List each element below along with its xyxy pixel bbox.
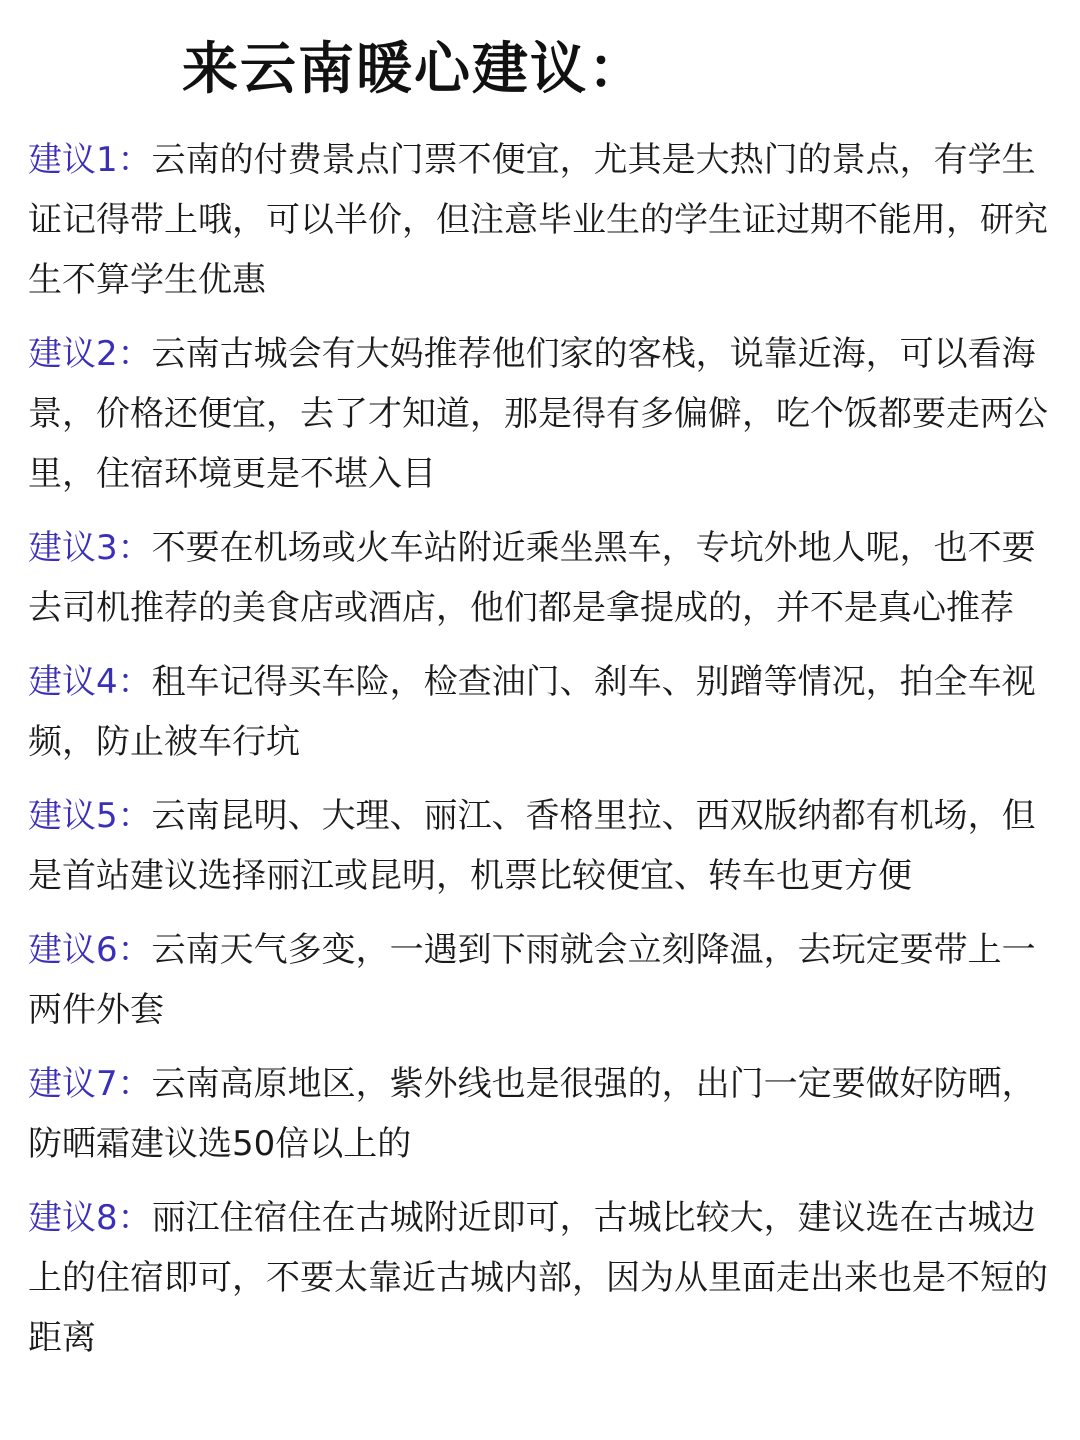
tip-item-7 (28, 1054, 1058, 1174)
tip-item-2 (28, 324, 1058, 504)
page-title: 来云南暖心建议： (182, 37, 646, 102)
tip-item-3 (28, 518, 1058, 638)
tips-list (28, 130, 1058, 1382)
tip-text: 云南古城会有大妈推荐他们家的客栈，说靠近海，可以看海景，价格还便宜，去了才知道，那是得有多偏僻，吃个饭都要走两公里，住宿环境更是不堪入目 (28, 334, 1048, 494)
tip-label: 建议8： (28, 1198, 152, 1238)
tip-text: 租车记得买车险，检查油门、刹车、别蹭等情况，拍全车视频，防止被车行坑 (28, 662, 1036, 762)
tip-text: 丽江住宿住在古城附近即可，古城比较大，建议选在古城边上的住宿即可，不要太靠近古城内部，因为从里面走出来也是不短的距离 (28, 1198, 1048, 1358)
tip-label: 建议4： (28, 662, 152, 702)
tip-text: 云南高原地区，紫外线也是很强的，出门一定要做好防晒，防晒霜建议选50倍以上的 (28, 1064, 1036, 1164)
tip-item-6 (28, 920, 1058, 1040)
tip-label: 建议2： (28, 334, 152, 374)
tip-text: 云南天气多变，一遇到下雨就会立刻降温，去玩定要带上一两件外套 (28, 930, 1036, 1030)
tip-text: 云南昆明、大理、丽江、香格里拉、西双版纳都有机场，但是首站建议选择丽江或昆明，机票比较便宜、转车也更方便 (28, 796, 1036, 896)
tip-label: 建议3： (28, 528, 152, 568)
tip-label: 建议5： (28, 796, 152, 836)
tip-item-1 (28, 130, 1058, 310)
tip-item-8 (28, 1188, 1058, 1368)
tip-text: 云南的付费景点门票不便宜，尤其是大热门的景点，有学生证记得带上哦，可以半价，但注意毕业生的学生证过期不能用，研究生不算学生优惠 (28, 140, 1048, 300)
tip-item-5 (28, 786, 1058, 906)
tip-item-4 (28, 652, 1058, 772)
tip-label: 建议1： (28, 140, 152, 180)
tip-label: 建议6： (28, 930, 152, 970)
tip-label: 建议7： (28, 1064, 152, 1104)
tip-text: 不要在机场或火车站附近乘坐黑车，专坑外地人呢，也不要去司机推荐的美食店或酒店，他们都是拿提成的，并不是真心推荐 (28, 528, 1036, 628)
